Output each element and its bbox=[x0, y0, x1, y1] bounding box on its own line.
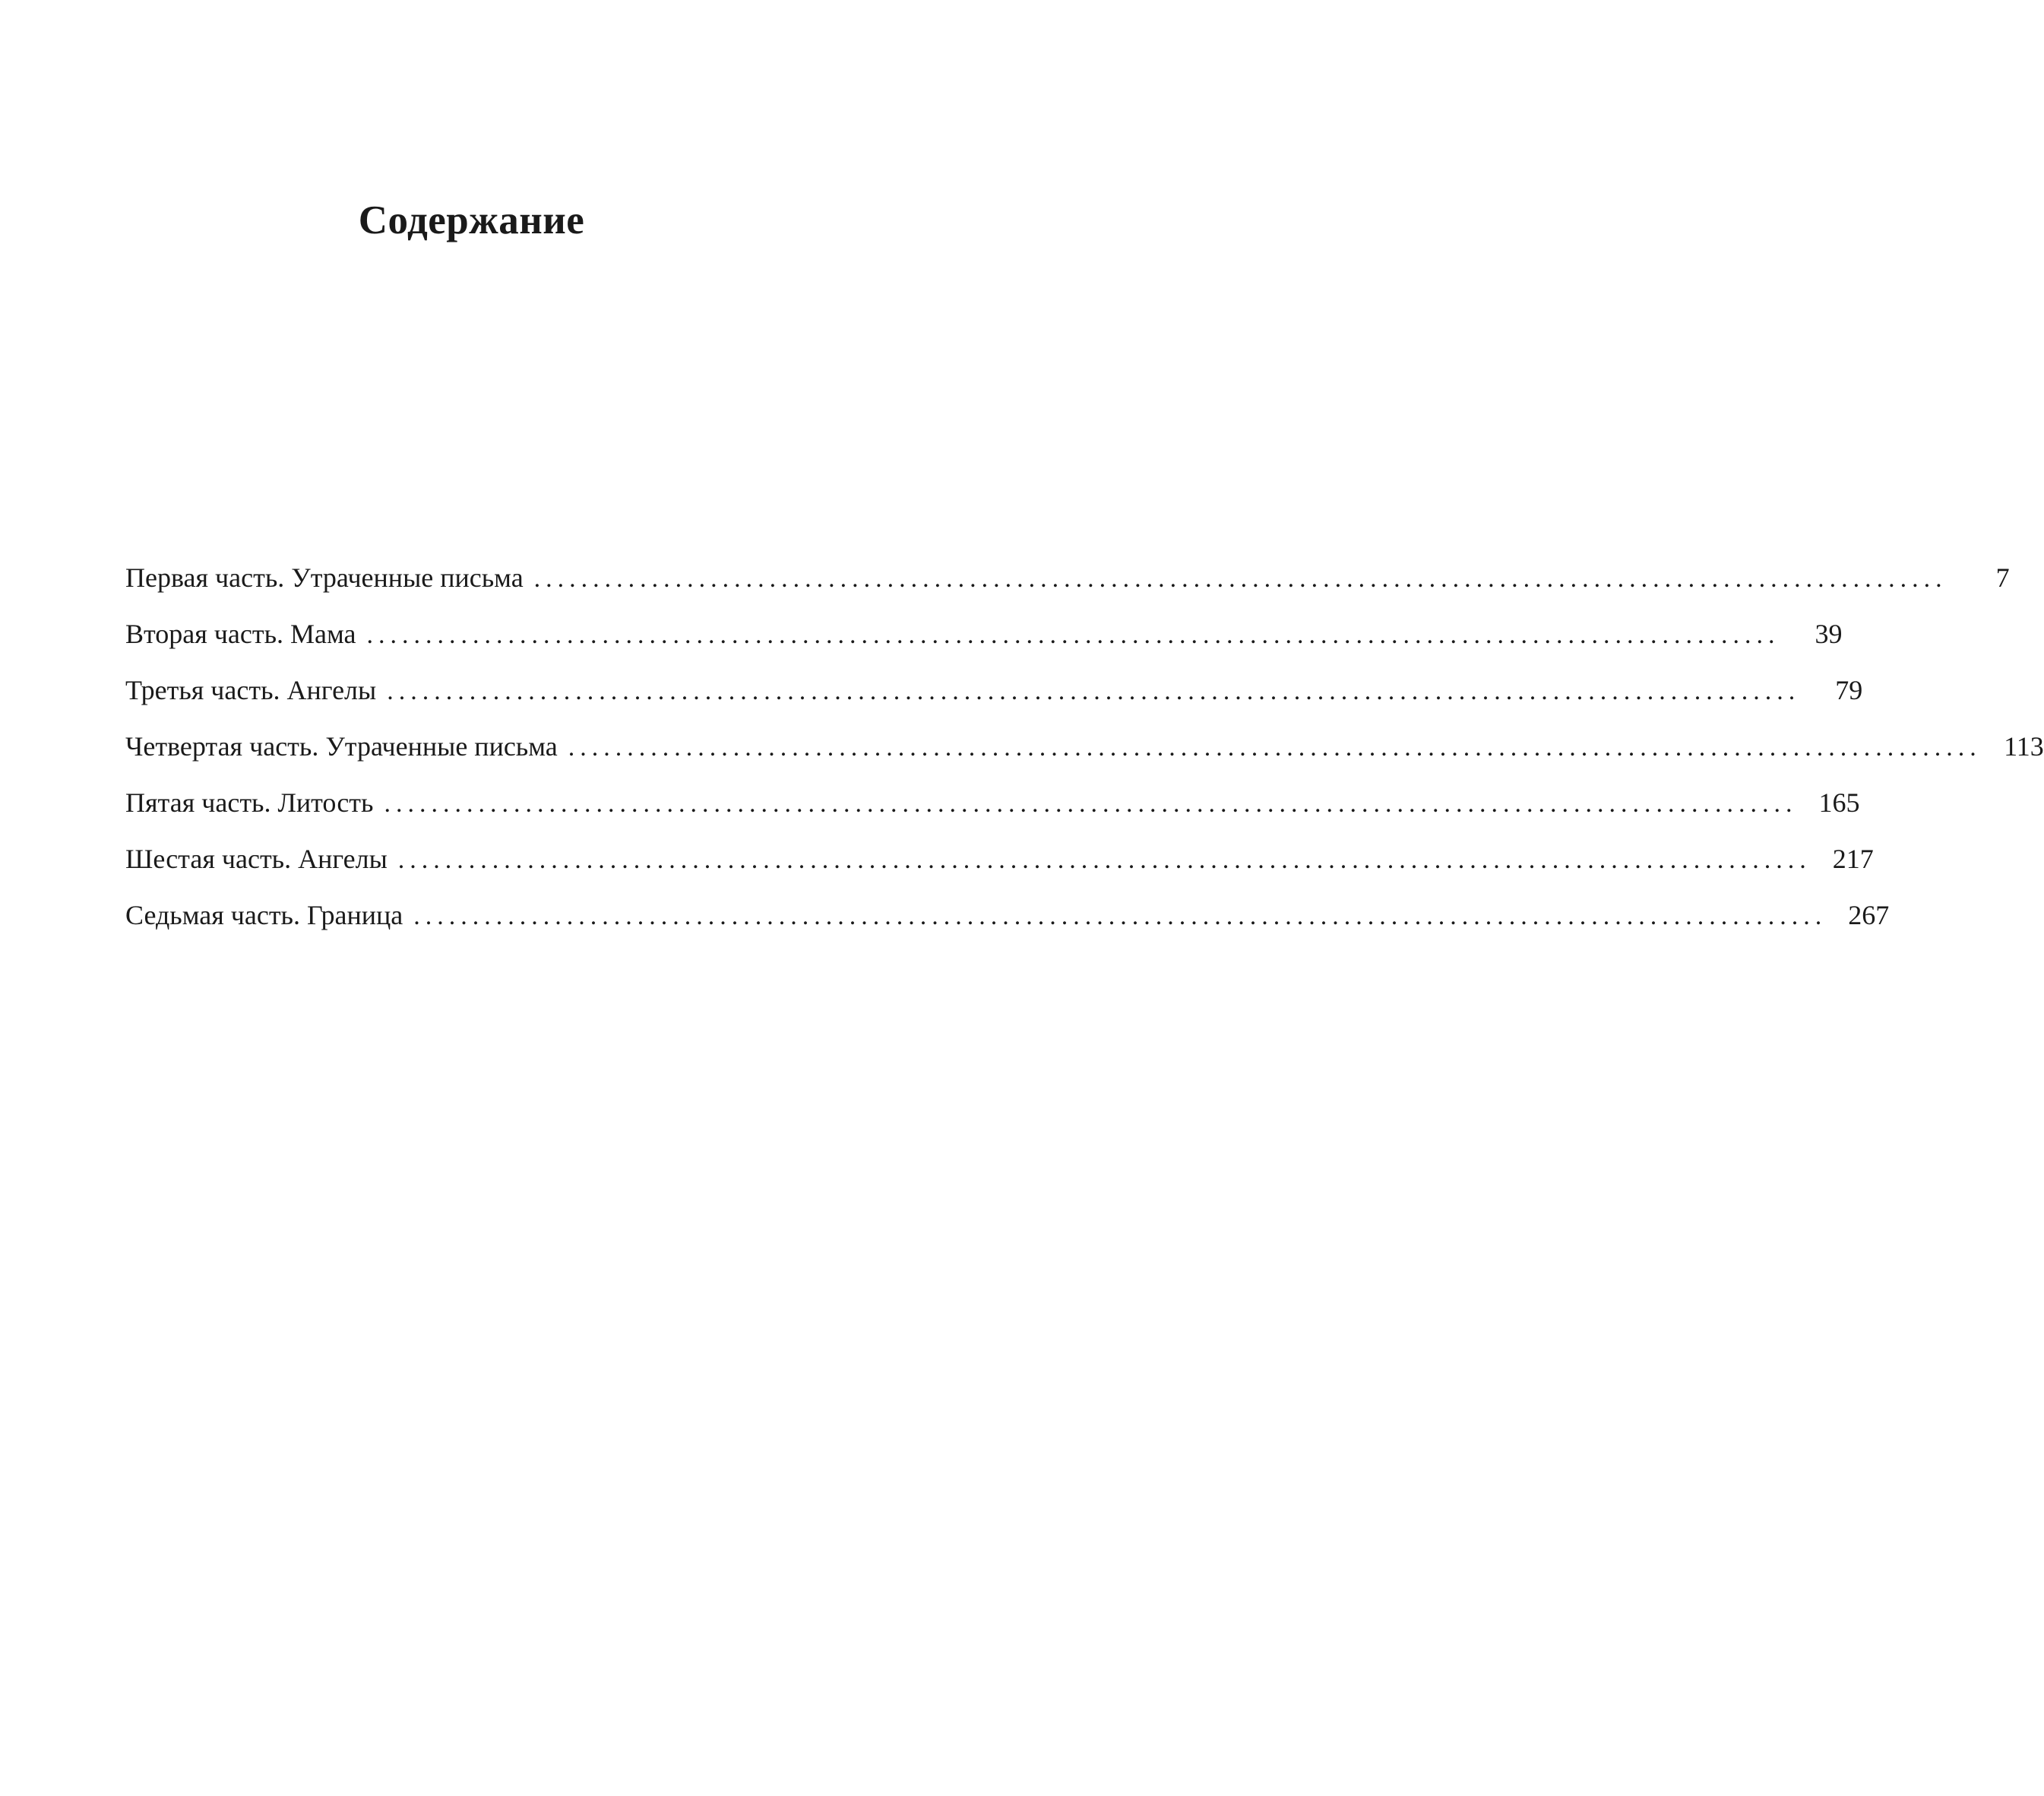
toc-entry-title: Четвертая часть. Утраченные письма bbox=[125, 731, 558, 762]
dot-leader: ........................................................................................................................ bbox=[413, 902, 1827, 930]
toc-entry[interactable] bbox=[125, 666, 1863, 722]
toc-entry-title: Седьмая часть. Граница bbox=[125, 900, 403, 930]
dot-leader: ........................................................................................................................ bbox=[387, 677, 1801, 705]
toc-entry[interactable] bbox=[125, 722, 2044, 778]
page-title: Содержание bbox=[358, 198, 585, 242]
toc-entry[interactable] bbox=[125, 835, 1874, 891]
toc-entry-title: Шестая часть. Ангелы bbox=[125, 844, 388, 874]
table-of-contents bbox=[125, 553, 2044, 947]
dot-leader: ........................................................................................................................ bbox=[384, 790, 1798, 818]
toc-entry[interactable] bbox=[125, 553, 2010, 610]
toc-entry-page: 39 bbox=[1815, 619, 1843, 649]
toc-entry-page: 113 bbox=[2004, 731, 2044, 762]
toc-entry-page: 7 bbox=[1995, 562, 2010, 593]
toc-entry[interactable] bbox=[125, 610, 1843, 666]
dot-leader: ........................................................................................................................ bbox=[533, 565, 1947, 593]
dot-leader: ........................................................................................................................ bbox=[397, 846, 1811, 874]
toc-entry-title: Пятая часть. Литость bbox=[125, 787, 374, 818]
dot-leader: ........................................................................................................................ bbox=[366, 621, 1780, 649]
toc-entry-page: 267 bbox=[1848, 900, 1890, 930]
toc-entry-page: 217 bbox=[1832, 844, 1874, 874]
dot-leader: ........................................................................................................................ bbox=[568, 733, 1982, 762]
toc-entry-title: Первая часть. Утраченные письма bbox=[125, 562, 524, 593]
toc-entry-page: 79 bbox=[1835, 675, 1863, 705]
toc-entry[interactable] bbox=[125, 891, 1890, 947]
toc-entry-title: Третья часть. Ангелы bbox=[125, 675, 377, 705]
toc-entry-page: 165 bbox=[1818, 787, 1860, 818]
toc-entry-title: Вторая часть. Мама bbox=[125, 619, 356, 649]
toc-entry[interactable] bbox=[125, 778, 1860, 835]
